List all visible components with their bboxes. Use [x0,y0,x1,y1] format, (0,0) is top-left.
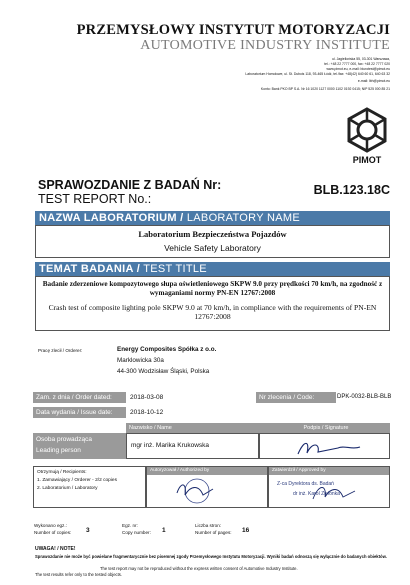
authorized-stamp-icon [147,475,267,507]
leader-name: mgr inż. Marika Krukowska [131,442,210,449]
leader-name-cell [126,433,259,459]
col-sign-header [259,423,390,433]
approved-box [268,466,390,508]
approver-title: Z-ca Dyrektora ds. Badań [277,481,334,487]
client-city: 44-300 Wodzisław Śląski, Polska [117,368,210,375]
notice-text-pl: Sprawozdanie nie może być powielane fragmentarycznie bez pisemnej zgody Przemysłowego Instytutu Motoryzacji. Wyniki badań odnoszą się wyłącznie do badanych obiektów. [35,554,387,559]
lab-name-box [35,225,390,258]
order-date-value: 2018-03-08 [130,394,164,401]
client-label: Pracę zlecił / Orderer: [38,348,83,353]
client-name: Energy Composites Spółka z o.o. [117,346,217,353]
client-street: Marklowicka 30a [117,357,164,364]
issue-date-label: Data wydania / Issue date: [33,407,126,418]
leader-label [33,433,126,459]
pages-label-en: Number of pages: [195,530,232,535]
test-title-en: Crash test of composite lighting pole SKPW 9.0 at 70 km/h, in compliance with the requirements of PN-EN 12767:2008 [48,303,377,321]
col-sign-text: Podpis / Signature [259,423,390,433]
report-title-en: TEST REPORT No.: [38,192,152,206]
recipients-box [33,466,146,508]
pages-label-pl: Liczba stron: [195,523,222,528]
bank-details: Konto: Bank PKO BP S.A. Nr 16 1020 1127 0000 1102 0192 0415; NIP 525 000 85 21 [260,87,390,91]
order-code-value: DPK-0032-BLB-BLB [337,394,392,400]
order-code-label: Nr zlecenia / Code: [256,392,336,403]
logo-text: PIMOT [352,155,382,165]
test-bar-pl: TEMAT BADANIA / [39,263,141,275]
test-title-box [35,276,390,331]
copies-label-pl: Wykonano egz.: [34,523,67,528]
lab-bar-en: LABORATORY NAME [183,212,300,224]
institute-address [170,57,390,72]
approver-name: dr inż. Karol Zielonka [293,491,340,497]
copies-value: 3 [86,527,90,534]
test-title-bar [35,262,390,276]
col-name-text: Nazwisko / Name [126,423,259,433]
lab-name-en: Vehicle Safety Laboratory [164,243,261,253]
copies-label-en: Number of copies: [34,530,72,535]
lab-bar-pl: NAZWA LABORATORIUM / [39,212,184,224]
approved-label: Zatwierdził / Approved by [269,467,389,475]
copy-label-pl: Egz. nr: [122,523,138,528]
authorized-label: Autoryzował / Authorized by [147,467,267,475]
test-bar-en: TEST TITLE [140,263,207,275]
authorized-box [146,466,268,508]
institute-name-en: AUTOMOTIVE INDUSTRY INSTITUTE [140,38,390,53]
test-title-pl: Badanie zderzeniowe kompozytowego słupa oświetleniowego SKPW 9.0 przy prędkości 70 km/h, na zgodność z wymaganiami normy PN-EN 12767:2008 [42,280,383,297]
address-line: ul. Jagiellońska 55, 03-301 Warszawa, [332,57,390,61]
address-line: www.pimot.eu, e-mail: biurotest@pimot.eu [326,67,390,71]
signature-icon [260,434,391,460]
copy-label-en: Copy number: [122,530,151,535]
pimot-logo-icon [345,107,389,155]
col-name-header [126,423,259,433]
report-number: BLB.123.18C [313,183,390,197]
recipient-item: 1. Zamawiający / Orderer - 2/2 copies [37,478,117,483]
recipient-item: 2. Laboratorium / Laboratory [37,486,98,491]
leader-signature-cell [259,433,390,459]
institute-name-pl: PRZEMYSŁOWY INSTYTUT MOTORYZACJI [76,22,390,38]
pages-value: 16 [242,527,250,534]
recipients-label: Otrzymują / Recipients: [37,470,87,475]
report-title-pl: SPRAWOZDANIE Z BADAŃ Nr: [38,178,222,192]
order-date-label: Zam. z dnia / Order dated: [33,392,126,403]
leader-label-pl: Osoba prowadząca [36,436,93,443]
leader-label-en: Leading person [36,447,81,454]
address-line: tel.: +48 22 7777 000, fax: +48 22 7777 020 [324,62,390,66]
notice-text-en2: The test results refer only to the tested objects. [35,572,123,577]
issue-date-value: 2018-10-12 [130,409,164,416]
notice-text-en: The test report may not be reproduced without the express written consent of Automotive Industry Institute. [100,566,298,571]
lab-email: e-mail: lbh@pimot.eu [357,79,390,83]
lab-name-bar [35,211,390,225]
approver-signature-icon [309,479,359,507]
notice-title: UWAGA! / NOTE! [35,546,76,552]
lab-address: Laboratorium Homołowe, ul. St. Dubois 118, 93-465 Łódź, tel./fax: +48(42) 640 60 61, 640 63 32 [245,72,390,76]
copy-value: 1 [162,527,166,534]
lab-name-pl: Laboratorium Bezpieczeństwa Pojazdów [138,229,287,239]
